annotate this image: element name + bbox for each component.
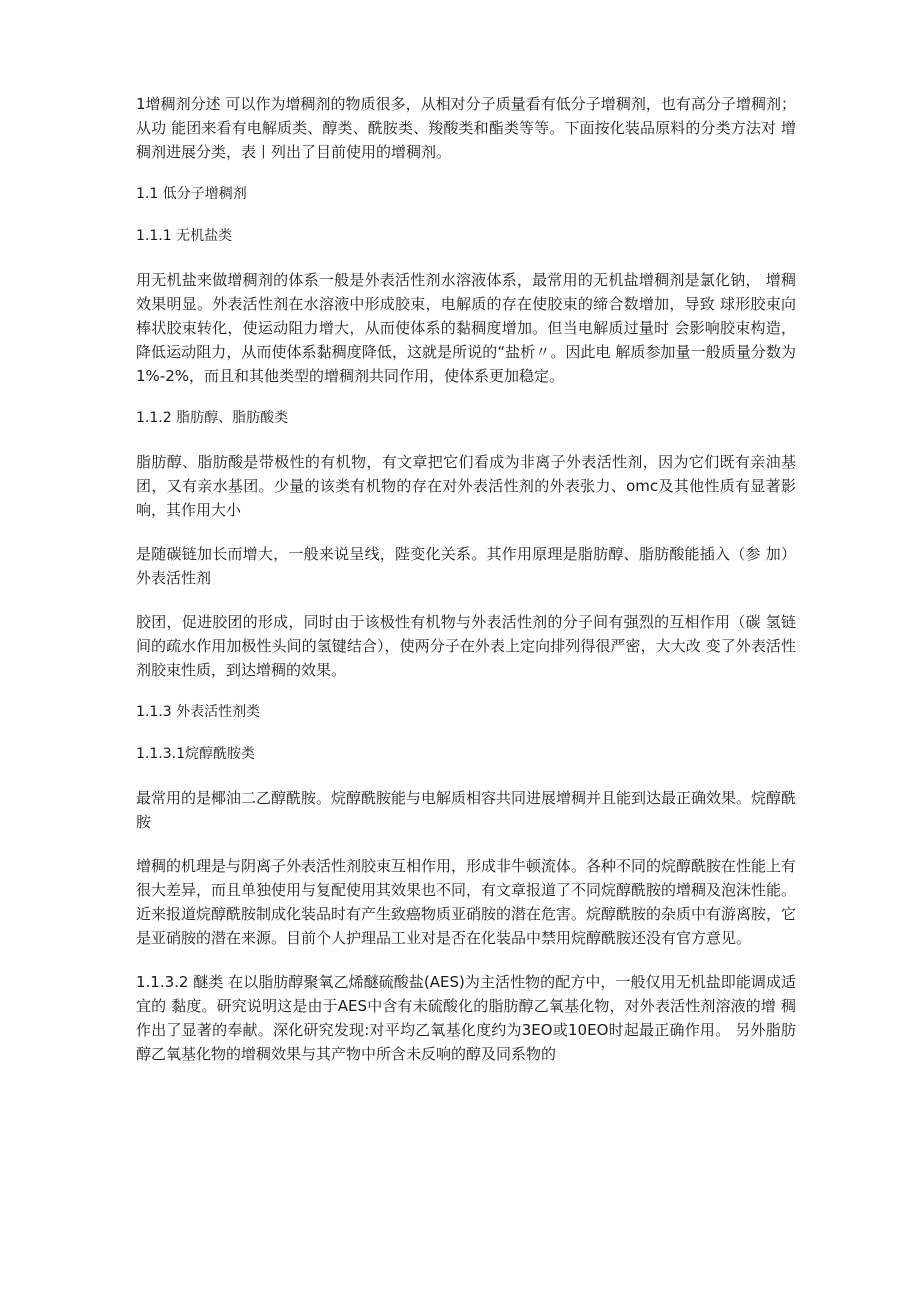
paragraph-fatty-alcohols-c: 胶团，促进胶团的形成，同时由于该极性有机物与外表活性剂的分子间有强烈的互相作用（碳 氢链间的疏水作用加极性头间的氢键结合），使两分子在外表上定向排列得很严密，大大改 变了外表活性剂胶束性质，到达增稠的效果。 xyxy=(136,613,796,679)
intro-paragraph: 1增稠剂分述 可以作为增稠剂的物质很多，从相对分子质量看有低分子增稠剂，也有高分子增稠剂；从功 能团来看有电解质类、醇类、酰胺类、羧酸类和酯类等等。下面按化装品原料的分类方法对 增稠剂进展分类，表丨列出了目前使用的增稠剂。 xyxy=(136,95,796,161)
heading-1-1-3-1: 1.1.3.1烷醇酰胺类 xyxy=(136,746,255,762)
heading-1-1-3: 1.1.3 外表活性剂类 xyxy=(136,704,261,720)
paragraph-fatty-alcohols-b: 是随碳链加长而增大，一般来说呈线，陛变化关系。其作用原理是脂肪醇、脂肪酸能插入（参 加）外表活性剂 xyxy=(136,545,796,587)
paragraph-inorganic-salts: 用无机盐来做增稠剂的体系一般是外表活性剂水溶液体系，最常用的无机盐增稠剂是氯化钠， 增稠效果明显。外表活性剂在水溶液中形成胶束，电解质的存在使胶束的缔合数增加，导致 球形胶束向棒状胶束转化，使运动阻力增大，从而使体系的黏稠度增加。但当电解质过量时 会影响胶束构造，降低运动阻力，从而使体系黏稠度降低，这就是所说的“盐析〃。因此电 解质参加量一般质量分数为1%-2%，而且和其他类型的增稠剂共同作用，使体系更加稳定。 xyxy=(136,271,796,385)
paragraph-ethers: 1.1.3.2 醚类 在以脂肪醇聚氧乙烯醚硫酸盐(AES)为主活性物的配方中，一般仅用无机盐即能调成适宜的 黏度。研究说明这是由于AES中含有未硫酸化的脂肪醇乙氧基化物，对外表活性剂溶液的增 稠作出了显著的奉献。深化研究发现:对平均乙氧基化度约为3EO或10EO时起最正确作用。 另外脂肪醇乙氧基化物的增稠效果与其产物中所含未反响的醇及同系物的 xyxy=(136,973,796,1063)
document-body xyxy=(136,92,796,1086)
heading-1-1-1: 1.1.1 无机盐类 xyxy=(136,228,233,244)
paragraph-fatty-alcohols-a: 脂肪醇、脂肪酸是带极性的有机物，有文章把它们看成为非离子外表活性剂，因为它们既有亲油基团，又有亲水基团。少量的该类有机物的存在对外表活性剂的外表张力、omc及其他性质有显著影响，其作用大小 xyxy=(136,453,796,519)
paragraph-alkanolamides-b: 增稠的机理是与阴离子外表活性剂胶束互相作用，形成非牛顿流体。各种不同的烷醇酰胺在性能上有很大差异，而且单独使用与复配使用其效果也不同，有文章报道了不同烷醇酰胺的增稠及泡沫性能。近来报道烷醇酰胺制成化装品时有产生致癌物质亚硝胺的潜在危害。烷醇酰胺的杂质中有游离胺，它是亚硝胺的潜在来源。目前个人护理品工业对是否在化装品中禁用烷醇酰胺还没有官方意见。 xyxy=(136,857,797,947)
heading-1-1: 1.1 低分子增稠剂 xyxy=(136,186,247,202)
heading-1-1-2: 1.1.2 脂肪醇、脂肪酸类 xyxy=(136,410,289,426)
paragraph-alkanolamides-a: 最常用的是椰油二乙醇酰胺。烷醇酰胺能与电解质相容共同进展增稠并且能到达最正确效果。烷醇酰胺 xyxy=(136,789,797,831)
